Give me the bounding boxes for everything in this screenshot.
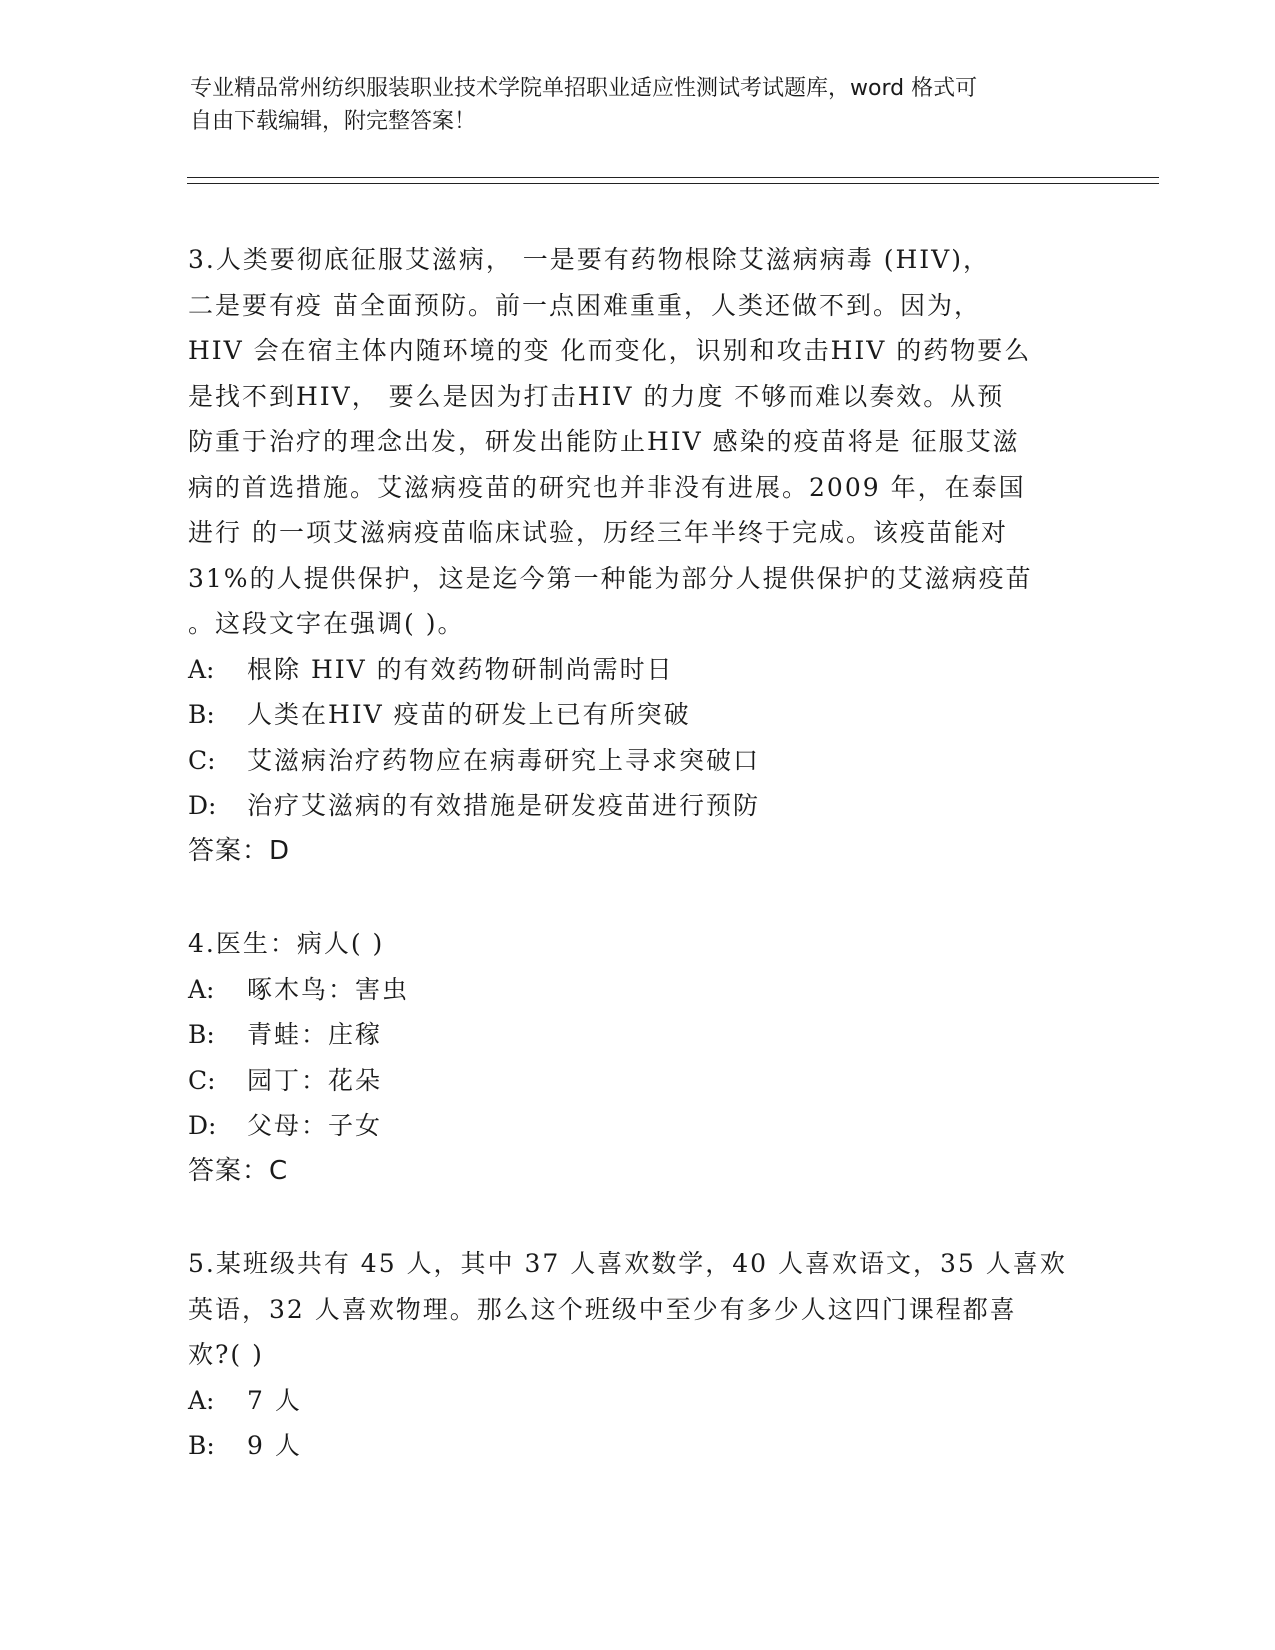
option-text: 艾滋病治疗药物应在病毒研究上寻求突破口 xyxy=(247,745,761,775)
option-key: D: xyxy=(188,791,217,820)
question-spacer xyxy=(188,874,1088,921)
option-d xyxy=(188,783,1088,829)
stem-line: 病的首选措施。艾滋病疫苗的研究也并非没有进展。2009 年，在泰国 xyxy=(188,472,1026,502)
stem-line: 5.某班级共有 45 人，其中 37 人喜欢数学，40 人喜欢语文，35 人喜欢 xyxy=(188,1249,1067,1278)
option-key: C: xyxy=(188,745,216,775)
header-line-2: 自由下载编辑，附完整答案！ xyxy=(190,109,477,134)
stem-line: 4.医生：病人( ) xyxy=(188,929,385,958)
header-line-1: 专业精品常州纺织服装职业技术学院单招职业适应性测试考试题库，word 格式可 xyxy=(190,76,978,101)
option-text: 7 人 xyxy=(247,1385,302,1415)
question-4 xyxy=(188,921,1088,1194)
question-spacer xyxy=(188,1194,1088,1241)
option-text: 父母：子女 xyxy=(247,1111,383,1140)
question-3 xyxy=(188,237,1088,874)
option-text: 根除 HIV 的有效药物研制尚需时日 xyxy=(247,654,674,684)
option-text: 人类在HIV 疫苗的研发上已有所突破 xyxy=(247,700,691,729)
question-stem xyxy=(188,1241,1088,1378)
stem-line: 防重于治疗的理念出发，研发出能防止HIV 感染的疫苗将是 征服艾滋 xyxy=(188,427,1020,456)
option-key: C: xyxy=(188,1065,216,1095)
option-c xyxy=(188,1058,1088,1104)
page-header xyxy=(190,72,1070,138)
option-text: 9 人 xyxy=(247,1431,302,1460)
option-text: 园丁：花朵 xyxy=(247,1065,383,1095)
option-key: A: xyxy=(188,974,215,1004)
option-b xyxy=(188,1423,1088,1469)
answer-line: 答案：C xyxy=(188,1155,289,1186)
option-key: B: xyxy=(188,700,215,729)
option-text: 治疗艾滋病的有效措施是研发疫苗进行预防 xyxy=(247,791,761,820)
question-stem xyxy=(188,921,1088,967)
stem-line: 欢?( ) xyxy=(188,1340,264,1369)
option-b xyxy=(188,692,1088,738)
stem-line: 。这段文字在强调( )。 xyxy=(188,609,465,638)
stem-line: 进行 的一项艾滋病疫苗临床试验，历经三年半终于完成。该疫苗能对 xyxy=(188,518,1008,547)
option-key: B: xyxy=(188,1020,215,1049)
option-key: D: xyxy=(188,1111,217,1140)
option-a xyxy=(188,967,1088,1013)
option-key: B: xyxy=(188,1431,215,1460)
header-rule-top xyxy=(187,177,1159,178)
option-a xyxy=(188,1378,1088,1424)
question-stem xyxy=(188,237,1088,647)
stem-line: 3.人类要彻底征服艾滋病， 一是要有药物根除艾滋病病毒 (HIV)， xyxy=(188,245,990,274)
option-c xyxy=(188,738,1088,784)
header-rule-bottom xyxy=(187,183,1159,184)
stem-line: 是找不到HIV， 要么是因为打击HIV 的力度 不够而难以奏效。从预 xyxy=(188,381,1005,411)
option-text: 啄木鸟：害虫 xyxy=(247,974,410,1004)
option-key: A: xyxy=(188,1385,215,1415)
option-text: 青蛙：庄稼 xyxy=(247,1020,383,1049)
stem-line: 二是要有疫 苗全面预防。前一点困难重重，人类还做不到。因为， xyxy=(188,290,981,320)
option-key: A: xyxy=(188,654,215,684)
stem-line: 英语，32 人喜欢物理。那么这个班级中至少有多少人这四门课程都喜 xyxy=(188,1294,1017,1324)
option-b xyxy=(188,1012,1088,1058)
stem-line: HIV 会在宿主体内随环境的变 化而变化，识别和攻击HIV 的药物要么 xyxy=(188,336,1032,365)
option-d xyxy=(188,1103,1088,1149)
stem-line: 31%的人提供保护，这是迄今第一种能为部分人提供保护的艾滋病疫苗 xyxy=(188,563,1033,593)
question-list xyxy=(188,237,1088,1469)
question-5 xyxy=(188,1241,1088,1469)
option-a xyxy=(188,647,1088,693)
answer-line: 答案：D xyxy=(188,835,291,866)
